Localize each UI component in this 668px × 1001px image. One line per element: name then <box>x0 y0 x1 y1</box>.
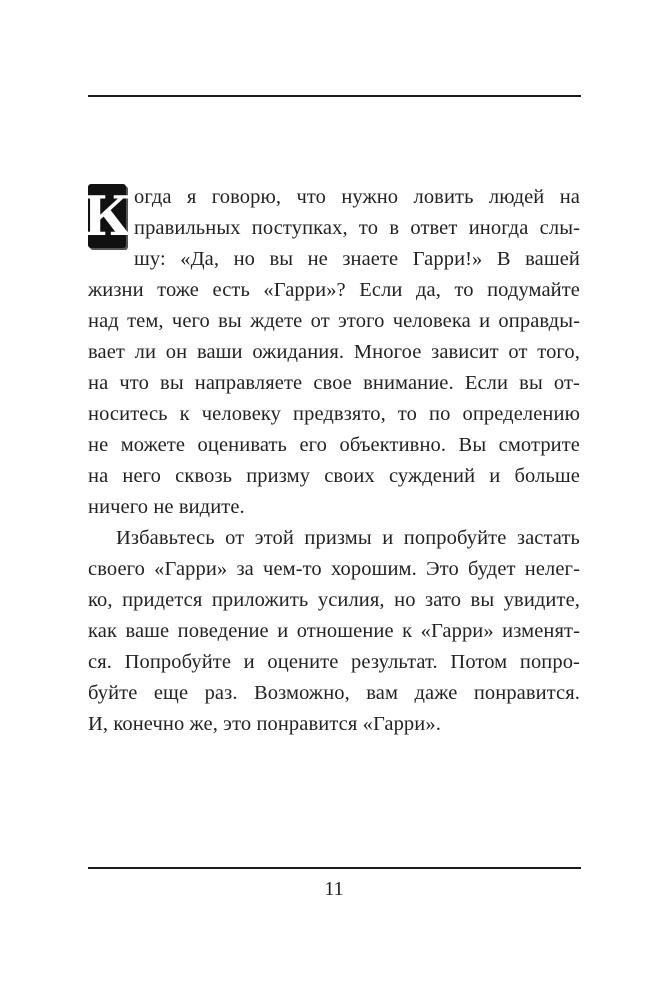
text-line: Избавьтесь от этой призмы и попробуйте застать <box>116 527 580 549</box>
paragraph-1 <box>88 182 580 523</box>
text-line: жизни тоже есть «Гарри»? Если да, то подумайте <box>88 279 580 301</box>
text-line: не можете оценивать его объективно. Вы смотрите <box>88 434 580 456</box>
text-line: на что вы направляете свое внимание. Если вы от- <box>88 372 580 394</box>
text-line: шу: «Да, но вы не знаете Гарри!» В вашей <box>134 248 580 270</box>
text-line: вает ли он ваши ожидания. Многое зависит от того, <box>88 341 580 363</box>
text-line: носитесь к человеку предвзято, то по определению <box>88 403 580 425</box>
text-line: своего «Гарри» за чем-то хорошим. Это будет нелег- <box>88 558 580 580</box>
text-line: ся. Попробуйте и оцените результат. Потом попро- <box>88 651 580 673</box>
page-number: 11 <box>324 878 344 900</box>
text-line: буйте еще раз. Возможно, вам даже понравится. <box>88 682 580 704</box>
text-line: И, конечно же, это понравится «Гарри». <box>88 713 441 735</box>
text-line: на него сквозь призму своих суждений и больше <box>88 465 580 487</box>
text-line: как ваше поведение и отношение к «Гарри» изменят- <box>88 620 580 642</box>
bottom-rule <box>88 867 581 869</box>
text-line: ко, придется приложить усилия, но зато вы увидите, <box>88 589 580 611</box>
drop-cap-letter: К <box>82 184 132 248</box>
text-line: над тем, чего вы ждете от этого человека и оправды- <box>88 310 580 332</box>
text-line: правильных поступках, то в ответ иногда слы- <box>134 217 580 239</box>
text-line: огда я говорю, что нужно ловить людей на <box>134 186 580 208</box>
top-rule <box>88 95 581 97</box>
body-text <box>88 182 580 740</box>
paragraph-2 <box>88 523 580 740</box>
text-line: ничего не видите. <box>88 496 245 518</box>
